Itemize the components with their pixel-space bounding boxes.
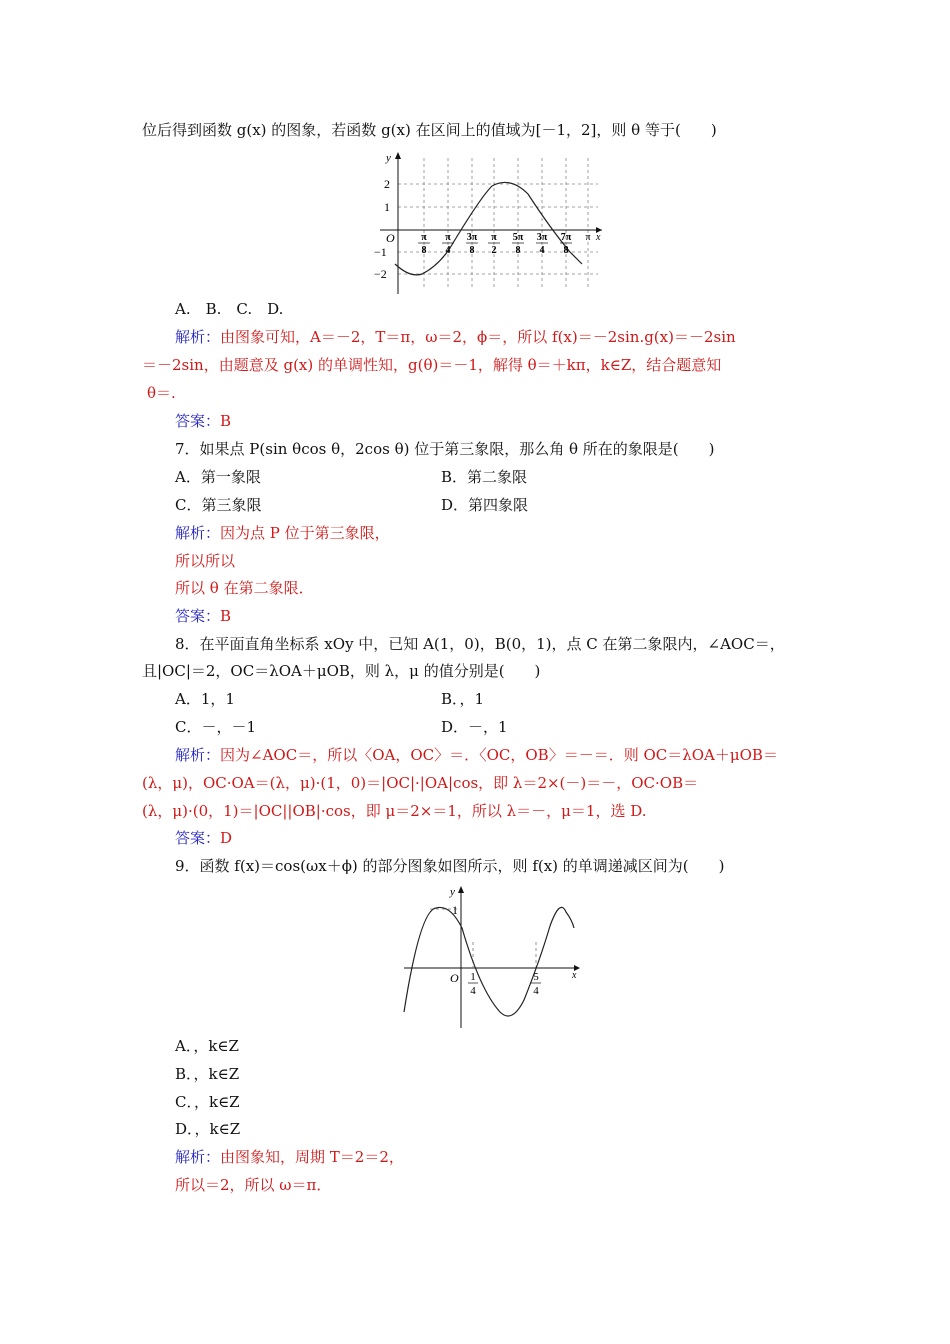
answer-label: 答案： [175,607,221,625]
x-tick-numerator: 5π [512,232,524,243]
answer-label: 解析： [175,328,221,346]
text-line: 9．函数 f(x)＝cos(ωx＋ϕ) 的部分图象如图所示，则 f(x) 的单调递减区间为( ) [175,857,725,875]
text-line: θ＝. [147,384,176,402]
answer-label: 解析： [175,746,221,764]
text-line: 所以 θ 在第二象限． [175,579,314,597]
x-tick-numerator: 7π [560,232,572,243]
x-tick-denominator: 8 [563,245,569,256]
x-tick-numerator: π [491,232,497,243]
text-line: D．第四象限 [441,496,529,514]
text-line: 所以＝2，所以 ω＝π． [175,1176,332,1194]
text-line: A．第一象限 [175,468,261,486]
y-tick-label: 2 [384,177,390,191]
text-line: 7．如果点 P(sin θcos θ，2cos θ) 位于第三象限，那么角 θ 所在的象限是( ) [175,440,715,458]
x-tick-numerator: π [421,232,427,243]
text-line: 位后得到函数 g(x) 的图象，若函数 g(x) 在区间上的值域为[－1，2]，则 θ 等于( ) [142,121,717,139]
text-line [175,606,231,626]
text-line: B．，1 [441,690,485,708]
x-tick-denominator: 8 [515,245,521,256]
x-axis-label: x [596,232,601,243]
text-line: B．，k∈Z [175,1065,240,1083]
text-line: 且|OC|＝2，OC＝λOA＋μOB，则 λ，μ 的值分别是( ) [142,662,541,680]
text-line: D．－，1 [441,718,508,736]
x-end-label: π [585,232,591,243]
answer-text: 因为点 P 位于第三象限， [220,524,390,542]
x-axis-label: x [572,970,577,981]
x-tick-numerator: 3π [536,232,548,243]
text-line: C．，k∈Z [175,1093,240,1111]
figure-sine-graph [360,148,610,298]
text-line: A. B. C. D. [175,300,284,318]
x-tick-numerator: π [445,232,451,243]
y-tick-label: −1 [374,245,387,259]
x-tick-denominator: 4 [445,245,451,256]
answer-label: 解析： [175,524,221,542]
x-tick-numerator: 5 [533,971,539,983]
text-line [175,411,231,431]
text-line [175,745,778,765]
y-axis-arrow [458,886,464,893]
x-tick-denominator: 8 [421,245,427,256]
answer-text: B [220,412,232,430]
answer-label: 解析： [175,1148,221,1166]
origin-label: O [386,231,395,245]
text-line: C．第三象限 [175,496,262,514]
x-tick-denominator: 4 [539,245,545,256]
answer-text: 由图象知，周期 T＝2＝2， [220,1148,404,1166]
text-line: D．，k∈Z [175,1120,241,1138]
origin-label: O [450,971,459,985]
text-line [175,523,390,543]
y-tick-label: −2 [374,267,387,281]
cosine-curve [404,907,574,1016]
text-line: B．第二象限 [441,468,528,486]
text-line: C．－，－1 [175,718,257,736]
text-line: A．1，1 [175,690,235,708]
answer-label: 答案： [175,829,221,847]
text-line [175,1147,404,1167]
y-axis-label: y [386,152,391,164]
x-tick-numerator: 1 [470,971,476,983]
x-tick-denominator: 4 [470,985,476,997]
text-line: ＝－2sin，由题意及 g(x) 的单调性知，g(θ)＝－1，解得 θ＝＋kπ，k∈Z，结合题意知 [142,356,722,374]
y-tick-1: 1 [452,903,458,917]
x-tick-denominator: 2 [491,245,497,256]
y-tick-label: 1 [384,200,390,214]
text-line [175,828,232,848]
x-tick-numerator: 3π [466,232,478,243]
answer-text: 因为∠AOC＝，所以〈OA，OC〉＝．〈OC，OB〉＝－＝．则 OC＝λOA＋μOB＝ [220,746,778,764]
y-axis-label: y [450,886,455,898]
answer-label: 答案： [175,412,221,430]
sine-curve [395,182,582,274]
x-tick-denominator: 8 [469,245,475,256]
x-tick-denominator: 4 [533,985,539,997]
text-line: A．，k∈Z [175,1037,239,1055]
text-line: (λ，μ)·(0，1)＝|OC||OB|·cos，即 μ＝2×＝1，所以 λ＝－，μ＝1，选 D. [142,802,647,820]
figure-cosine-graph [400,880,590,1030]
answer-text: D [220,829,233,847]
text-line: 8．在平面直角坐标系 xOy 中，已知 A(1，0)，B(0，1)，点 C 在第二象限内，∠AOC＝， [175,635,785,653]
text-line [175,327,736,347]
answer-text: 由图象可知，A＝－2，T＝π，ω＝2，ϕ＝，所以 f(x)＝－2sin.g(x)＝－2sin [220,328,736,346]
y-axis-arrow [395,152,401,159]
answer-text: B [220,607,232,625]
text-line: 所以所以 [175,552,236,570]
text-line: (λ，μ)，OC·OA＝(λ，μ)·(1，0)＝|OC|·|OA|cos，即 λ＝2×(－)＝－，OC·OB＝ [142,774,699,792]
